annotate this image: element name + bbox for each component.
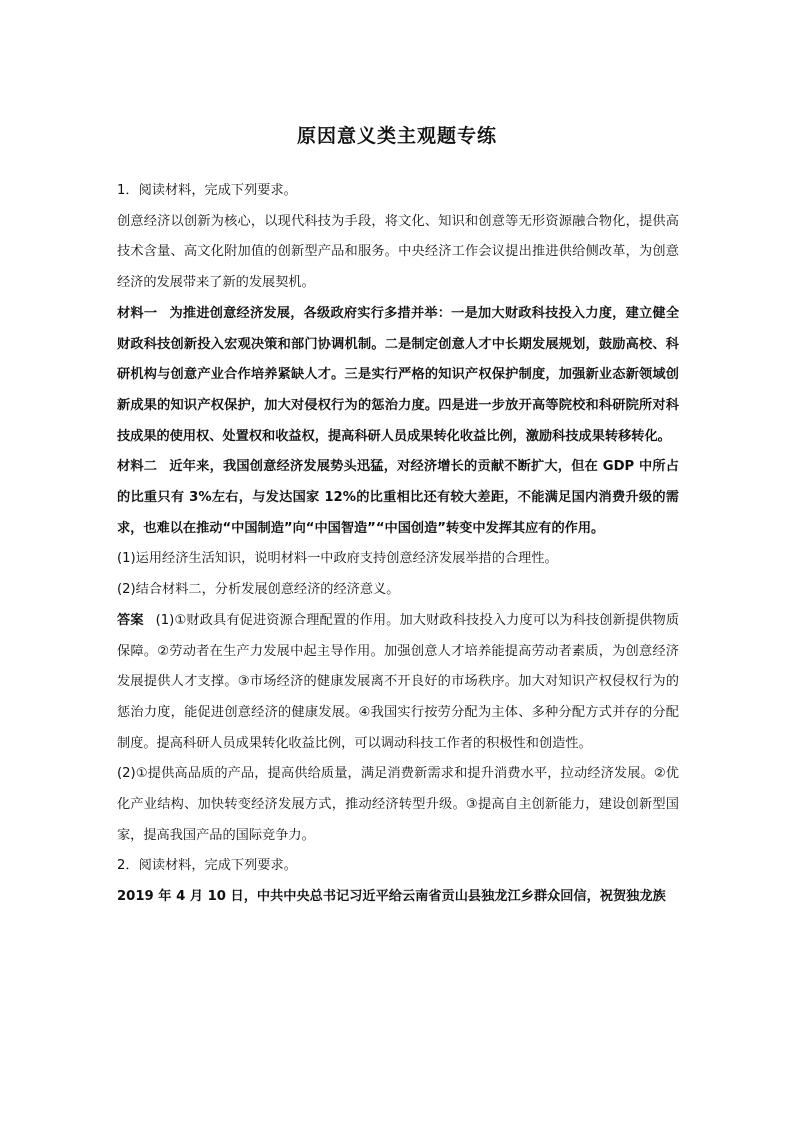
document-body <box>117 176 679 913</box>
answer-1-text: (1)①财政具有促进资源合理配置的作用。加大财政科技投入力度可以为科技创新提供物质保障。②劳动者在生产力发展中起主导作用。加强创意人才培养能提高劳动者素质，为创意经济发展提供人才支撑。③市场经济的健康发展离不开良好的市场秩序。加大对知识产权侵权行为的惩治力度，能促进创意经济的健康发展。④我国实行按劳分配为主体、多种分配方式并存的分配制度。提高科研人员成果转化收益比例，可以调动科技工作者的积极性和创造性。 <box>117 612 680 751</box>
material-1-paragraph <box>117 299 679 453</box>
requirement-2: (2)结合材料二，分析发展创意经济的经济意义。 <box>117 582 400 598</box>
material-2-label: 材料二 <box>117 459 158 475</box>
question-2-text: 2019 年 4 月 10 日，中共中央总书记习近平给云南省贡山县独龙江乡群众回信，祝贺独龙族 <box>117 889 666 905</box>
material-2-paragraph <box>117 452 679 544</box>
question-2-heading: 2．阅读材料，完成下列要求。 <box>117 858 297 874</box>
material-1-label: 材料一 <box>117 305 158 321</box>
requirement-1: (1)运用经济生活知识，说明材料一中政府支持创意经济发展举措的合理性。 <box>117 551 558 567</box>
answer-label: 答案 <box>117 612 144 628</box>
page-title: 原因意义类主观题专练 <box>296 125 497 147</box>
question-1-intro: 创意经济以创新为核心，以现代科技为手段，将文化、知识和创意等无形资源融合物化，提供高技术含量、高文化附加值的创新型产品和服务。中央经济工作会议提出推进供给侧改革，为创意经济的发展带来了新的发展契机。 <box>117 213 679 291</box>
question-1-heading: 1．阅读材料，完成下列要求。 <box>117 183 297 198</box>
material-2-text: 近年来，我国创意经济发展势头迅猛，对经济增长的贡献不断扩大，但在 GDP 中所占的比重只有 3%左右，与发达国家 12%的比重相比还有较大差距，不能满足国内消费升级的需求，也难以在推动“中国制造”向“中国智造”“中国创造”转变中发挥其应有的作用。 <box>117 459 679 536</box>
material-1-text: 为推进创意经济发展，各级政府实行多措并举：一是加大财政科技投入力度，建立健全财政科技创新投入宏观决策和部门协调机制。二是制定创意人才中长期发展规划，鼓励高校、科研机构与创意产业合作培养紧缺人才。三是实行严格的知识产权保护制度，加强新业态新领域创新成果的知识产权保护，加大对侵权行为的惩治力度。四是进一步放开高等院校和科研院所对科技成果的使用权、处置权和收益权，提高科研人员成果转化收益比例，激励科技成果转移转化。 <box>117 305 680 444</box>
answer-2-paragraph: (2)①提供高品质的产品，提高供给质量，满足消费新需求和提升消费水平，拉动经济发展。②优化产业结构、加快转变经济发展方式，推动经济转型升级。③提高自主创新能力，建设创新型国家，提高我国产品的国际竞争力。 <box>117 766 679 843</box>
answer-1-paragraph <box>117 606 679 760</box>
